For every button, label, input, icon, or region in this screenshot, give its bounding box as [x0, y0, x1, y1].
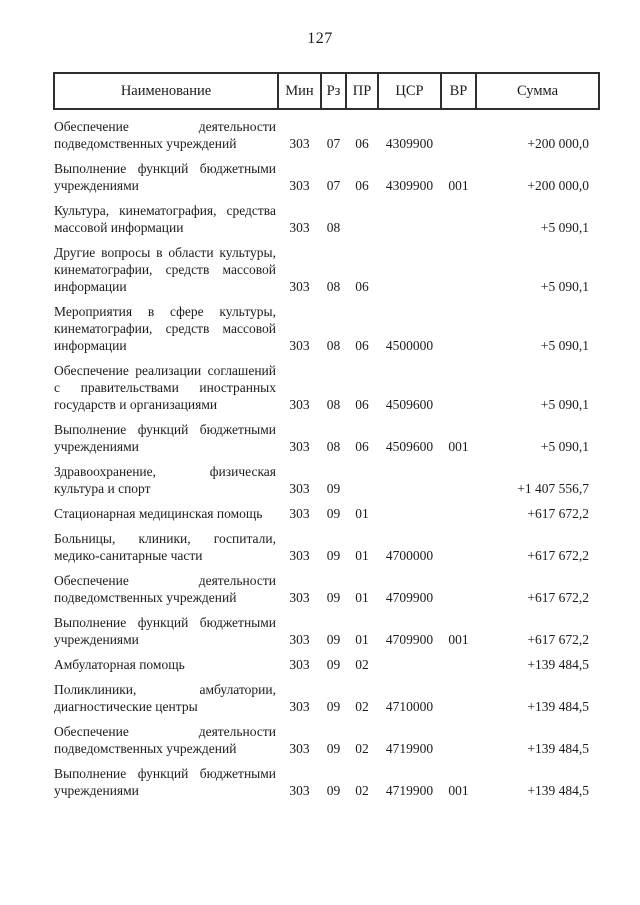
- cell-min: 303: [289, 548, 310, 563]
- cell-sum: +5 090,1: [540, 397, 589, 412]
- table-row: [54, 497, 599, 522]
- cell-pr: [346, 455, 378, 497]
- cell-sum: +139 484,5: [527, 783, 589, 798]
- cell-name: Выполнение функций бюджетными учреждениями: [54, 422, 276, 454]
- cell-rz: 09: [326, 590, 341, 605]
- cell-pr: 06: [355, 136, 369, 151]
- cell-vr: 001: [448, 439, 469, 454]
- header-csr: ЦСР: [378, 73, 441, 109]
- cell-vr: [441, 194, 476, 236]
- cell-pr: 01: [355, 632, 369, 647]
- cell-csr: 4710000: [385, 699, 434, 714]
- cell-vr: [441, 522, 476, 564]
- cell-min: 303: [289, 397, 310, 412]
- cell-min: 303: [289, 481, 310, 496]
- cell-min: 303: [289, 632, 310, 647]
- cell-csr: 4509600: [385, 397, 434, 412]
- cell-name: Больницы, клиники, госпитали, медико-санитарные части: [54, 531, 276, 563]
- cell-sum: +617 672,2: [527, 506, 589, 521]
- table-row: [54, 564, 599, 606]
- cell-csr: [378, 497, 441, 522]
- table-row: [54, 109, 599, 152]
- cell-pr: 02: [355, 741, 369, 756]
- cell-name: Обеспечение деятельности подведомственных учреждений: [54, 573, 276, 605]
- table-row: [54, 194, 599, 236]
- cell-pr: 02: [355, 657, 369, 672]
- cell-vr: [441, 236, 476, 295]
- cell-rz: 08: [326, 279, 341, 294]
- cell-name: Обеспечение деятельности подведомственных учреждений: [54, 119, 276, 151]
- table-row: [54, 673, 599, 715]
- table-header: [54, 73, 599, 109]
- cell-csr: [378, 455, 441, 497]
- cell-name: Обеспечение деятельности подведомственных учреждений: [54, 724, 276, 756]
- cell-sum: +200 000,0: [527, 136, 589, 151]
- table-row: [54, 522, 599, 564]
- cell-sum: +139 484,5: [527, 699, 589, 714]
- cell-pr: 02: [355, 699, 369, 714]
- table-row: [54, 413, 599, 455]
- cell-rz: 08: [326, 397, 341, 412]
- cell-vr: [441, 673, 476, 715]
- cell-name: Выполнение функций бюджетными учреждениями: [54, 766, 276, 798]
- table-body: [54, 109, 599, 799]
- header-vr: ВР: [441, 73, 476, 109]
- cell-rz: 09: [326, 632, 341, 647]
- cell-sum: +5 090,1: [540, 439, 589, 454]
- cell-csr: 4509600: [385, 439, 434, 454]
- cell-rz: 09: [326, 741, 341, 756]
- cell-pr: 06: [355, 439, 369, 454]
- cell-min: 303: [289, 590, 310, 605]
- header-name: Наименование: [54, 73, 278, 109]
- cell-rz: 09: [326, 783, 341, 798]
- cell-min: 303: [289, 506, 310, 521]
- cell-sum: +200 000,0: [527, 178, 589, 193]
- cell-min: 303: [289, 178, 310, 193]
- cell-min: 303: [289, 657, 310, 672]
- cell-sum: +5 090,1: [540, 279, 589, 294]
- cell-pr: 01: [355, 506, 369, 521]
- cell-name: Культура, кинематография, средства массовой информации: [54, 203, 276, 235]
- cell-min: 303: [289, 699, 310, 714]
- cell-min: 303: [289, 741, 310, 756]
- budget-table: [53, 72, 600, 799]
- cell-csr: 4700000: [385, 548, 434, 563]
- cell-sum: +139 484,5: [527, 657, 589, 672]
- table-row: [54, 354, 599, 413]
- cell-csr: 4309900: [385, 136, 434, 151]
- cell-pr: 06: [355, 178, 369, 193]
- cell-csr: 4709900: [385, 632, 434, 647]
- cell-rz: 09: [326, 699, 341, 714]
- cell-vr: [441, 564, 476, 606]
- cell-rz: 09: [326, 548, 341, 563]
- cell-rz: 08: [326, 439, 341, 454]
- table-row: [54, 455, 599, 497]
- cell-pr: 01: [355, 590, 369, 605]
- cell-vr: [441, 455, 476, 497]
- cell-pr: 02: [355, 783, 369, 798]
- cell-rz: 07: [326, 136, 341, 151]
- cell-csr: 4309900: [385, 178, 434, 193]
- cell-name: Стационарная медицинская помощь: [54, 506, 263, 521]
- table-row: [54, 606, 599, 648]
- cell-name: Обеспечение реализации соглашений с правительствами иностранных государств и организациями: [54, 363, 276, 412]
- cell-min: 303: [289, 136, 310, 151]
- table-row: [54, 236, 599, 295]
- cell-vr: [441, 715, 476, 757]
- cell-min: 303: [289, 279, 310, 294]
- cell-vr: 001: [448, 783, 469, 798]
- cell-csr: 4500000: [385, 338, 434, 353]
- cell-rz: 07: [326, 178, 341, 193]
- cell-sum: +617 672,2: [527, 632, 589, 647]
- cell-vr: [441, 354, 476, 413]
- cell-min: 303: [289, 439, 310, 454]
- cell-min: 303: [289, 220, 310, 235]
- cell-csr: [378, 194, 441, 236]
- table-row: [54, 648, 599, 673]
- cell-rz: 09: [326, 657, 341, 672]
- cell-csr: 4719900: [385, 783, 434, 798]
- cell-name: Выполнение функций бюджетными учреждениями: [54, 615, 276, 647]
- table-row: [54, 715, 599, 757]
- cell-csr: [378, 648, 441, 673]
- cell-name: Другие вопросы в области культуры, кинематографии, средств массовой информации: [54, 245, 276, 294]
- table-row: [54, 757, 599, 799]
- cell-name: Амбулаторная помощь: [54, 657, 185, 672]
- cell-rz: 08: [326, 338, 341, 353]
- header-pr: ПР: [346, 73, 378, 109]
- cell-pr: 06: [355, 279, 369, 294]
- cell-name: Здравоохранение, физическая культура и спорт: [54, 464, 276, 496]
- cell-name: Мероприятия в сфере культуры, кинематографии, средств массовой информации: [54, 304, 276, 353]
- cell-sum: +5 090,1: [540, 338, 589, 353]
- cell-vr: [441, 109, 476, 152]
- cell-sum: +5 090,1: [540, 220, 589, 235]
- page-number: 127: [307, 30, 333, 47]
- table-header-row: [54, 73, 599, 109]
- header-sum: Сумма: [476, 73, 599, 109]
- cell-min: 303: [289, 783, 310, 798]
- header-min: Мин: [278, 73, 321, 109]
- cell-sum: +617 672,2: [527, 590, 589, 605]
- table-row: [54, 295, 599, 354]
- cell-vr: [441, 648, 476, 673]
- table-row: [54, 152, 599, 194]
- header-rz: Рз: [321, 73, 346, 109]
- cell-rz: 09: [326, 506, 341, 521]
- cell-csr: 4709900: [385, 590, 434, 605]
- cell-csr: 4719900: [385, 741, 434, 756]
- cell-csr: [378, 236, 441, 295]
- cell-name: Выполнение функций бюджетными учреждениями: [54, 161, 276, 193]
- cell-vr: [441, 497, 476, 522]
- cell-min: 303: [289, 338, 310, 353]
- cell-name: Поликлиники, амбулатории, диагностические центры: [54, 682, 276, 714]
- cell-pr: [346, 194, 378, 236]
- cell-vr: 001: [448, 178, 469, 193]
- cell-rz: 08: [326, 220, 341, 235]
- cell-sum: +139 484,5: [527, 741, 589, 756]
- cell-pr: 06: [355, 338, 369, 353]
- cell-sum: +617 672,2: [527, 548, 589, 563]
- cell-vr: 001: [448, 632, 469, 647]
- cell-pr: 06: [355, 397, 369, 412]
- cell-rz: 09: [326, 481, 341, 496]
- cell-sum: +1 407 556,7: [517, 481, 589, 496]
- cell-pr: 01: [355, 548, 369, 563]
- cell-vr: [441, 295, 476, 354]
